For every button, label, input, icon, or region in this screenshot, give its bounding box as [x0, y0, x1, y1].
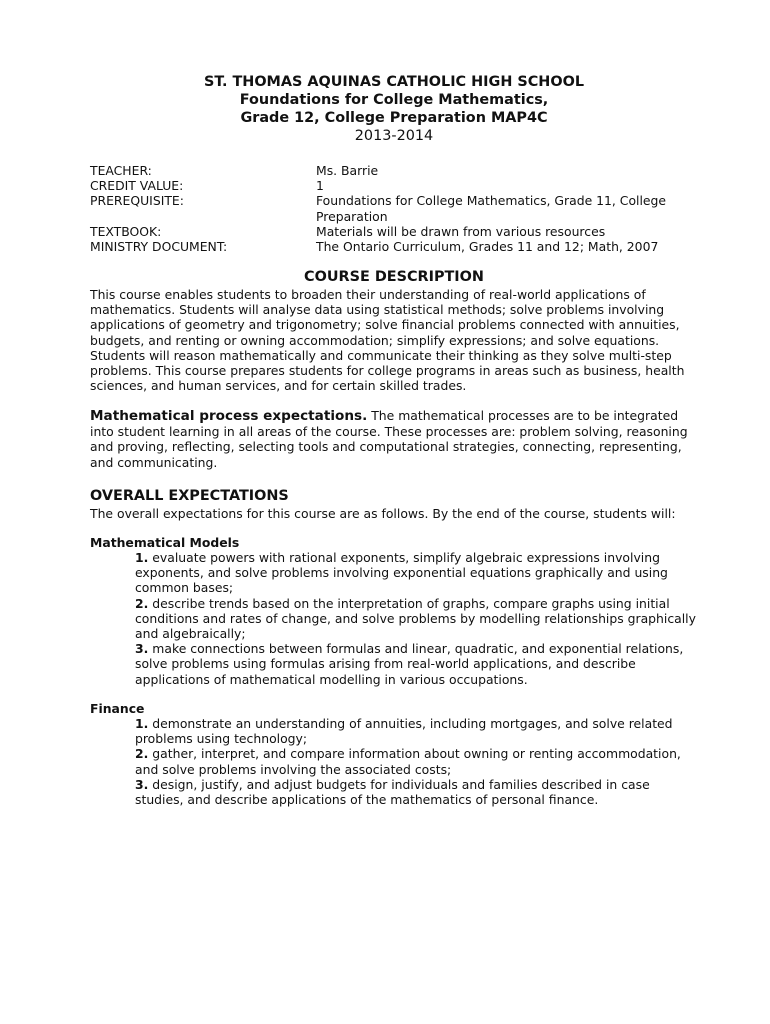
school-name: ST. THOMAS AQUINAS CATHOLIC HIGH SCHOOL: [203, 74, 584, 90]
info-value: 1: [316, 178, 324, 194]
course-title-line-2: Grade 12, College Preparation MAP4C: [240, 110, 548, 126]
list-item: [135, 641, 700, 687]
finance-heading: Finance: [90, 701, 145, 716]
process-expectations-lead: Mathematical process expectations.: [90, 408, 368, 424]
list-item: [135, 716, 700, 746]
info-value: The Ontario Curriculum, Grades 11 and 12; Math, 2007: [316, 239, 659, 255]
info-value: Foundations for College Mathematics, Grade 11, College Preparation: [316, 193, 667, 224]
process-expectations: [90, 408, 700, 470]
item-number: 2.: [135, 595, 149, 611]
item-number: 3.: [135, 641, 149, 657]
list-item: [135, 746, 700, 776]
mathematical-models-heading: Mathematical Models: [90, 535, 240, 550]
info-row-credit: [90, 178, 690, 193]
item-number: 1.: [135, 550, 149, 565]
overall-expectations-intro: The overall expectations for this course are as follows. By the end of the course, students will:: [90, 506, 676, 521]
info-label: PREREQUISITE:: [90, 193, 184, 209]
info-label: TEXTBOOK:: [90, 223, 162, 239]
item-number: 3.: [135, 776, 149, 792]
item-number: 1.: [135, 716, 149, 731]
list-item: [135, 550, 700, 596]
item-text: gather, interpret, and compare information about owning or renting accommodation, and solve problems involving the associated costs;: [135, 746, 681, 777]
info-row-teacher: [90, 163, 690, 178]
list-item: [135, 596, 700, 642]
item-number: 2.: [135, 746, 149, 762]
item-text: design, justify, and adjust budgets for individuals and families described in case studies, and describe applications of the mathematics of personal finance.: [135, 776, 650, 808]
process-expectations-text: The mathematical processes are to be integrated into student learning in all areas of the course. These processes are: problem solving, reasoning and proving, reflecting, selecting tools and computational strategies, connecting, representing, and communicating.: [90, 408, 688, 470]
info-label: MINISTRY DOCUMENT:: [90, 239, 228, 255]
item-text: make connections between formulas and linear, quadratic, and exponential relations, solve problems using formulas arising from real-world applications, and describe applications of mathematical modelling in various occupations.: [135, 641, 684, 687]
document-header: [0, 73, 770, 145]
info-row-ministry-document: [90, 239, 690, 254]
item-text: evaluate powers with rational exponents, simplify algebraic expressions involving exponents, and solve problems involving exponential equations graphically and using common bases;: [135, 550, 668, 596]
finance-list: [135, 716, 700, 807]
info-row-textbook: [90, 224, 690, 239]
course-description-text: This course enables students to broaden their understanding of real-world applications of mathematics. Students will analyse data using statistical methods; solve problems involving applications of geometry and trigonometry; solve financial problems connected with annuities, budgets, and renting or owning accommodation; simplify expressions; and solve equations. Students will reason mathematically and communicate their thinking as they solve multi-step problems. This course prepares students for college programs in areas such as business, health sciences, and human services, and for certain skilled trades.: [90, 287, 685, 394]
item-text: describe trends based on the interpretation of graphs, compare graphs using initial conditions and rates of change, and solve problems by modelling relationships graphically and algebraically;: [135, 595, 696, 642]
list-item: [135, 777, 700, 807]
mathematical-models-list: [135, 550, 700, 687]
school-year: 2013-2014: [354, 128, 434, 144]
info-value: Ms. Barrie: [316, 163, 379, 178]
info-label: CREDIT VALUE:: [90, 178, 184, 194]
course-title-line-1: Foundations for College Mathematics,: [239, 92, 549, 108]
info-value: Materials will be drawn from various resources: [316, 223, 606, 239]
course-description-heading: COURSE DESCRIPTION: [304, 269, 484, 285]
info-label: TEACHER:: [90, 163, 152, 178]
course-info-table: [90, 163, 690, 254]
info-row-prerequisite: [90, 193, 690, 223]
overall-expectations-heading: OVERALL EXPECTATIONS: [90, 488, 289, 504]
item-text: demonstrate an understanding of annuities, including mortgages, and solve related problems using technology;: [135, 716, 673, 747]
